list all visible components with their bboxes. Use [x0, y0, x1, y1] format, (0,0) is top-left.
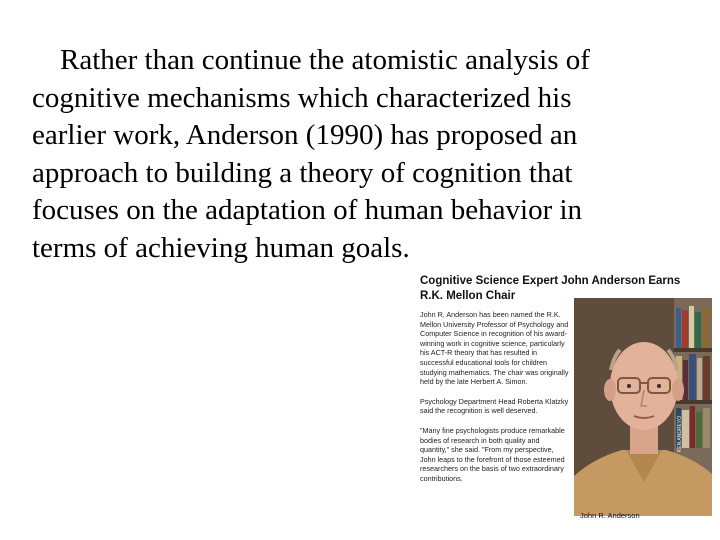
- clipping-paragraph-2: Psychology Department Head Roberta Klatzky said the recognition is well deserved.: [420, 396, 569, 416]
- paragraph-line-1: Rather than continue the atomistic analysis of: [60, 44, 590, 76]
- paragraph-line-6: terms of achieving human goals.: [32, 231, 410, 264]
- paragraph-line-4: approach to building a theory of cognition that: [32, 156, 573, 189]
- news-clipping-image: [414, 272, 714, 534]
- clipping-article-text: [420, 310, 570, 494]
- clipping-paragraph-3: "Many fine psychologists produce remarkable bodies of research in both quality and quantity," she said. "From my perspective, John leaps to the forefront of those esteemed researchers on the basis of two extraordinary contributions.: [420, 425, 565, 483]
- portrait-illustration: [574, 298, 712, 516]
- paragraph-line-2: cognitive mechanisms which characterized his: [32, 81, 572, 114]
- paragraph-line-3: earlier work, Anderson (1990) has proposed an: [32, 119, 578, 151]
- portrait-photo: [574, 298, 712, 516]
- clipping-paragraph-1: John R. Anderson has been named the R.K. Mellon University Professor of Psychology and Computer Science in recognition of his award-winning work in cognitive science, particularly his ACT-R theory that has resulted in successful educational tools for children studying mathematics. The chair was originally held by the late Herbert A. Simon.: [420, 310, 569, 387]
- photo-caption: John R. Anderson: [580, 511, 640, 520]
- paragraph-line-5: focuses on the adaptation of human behavior in: [32, 194, 583, 226]
- clipping-headline-line-1: Cognitive Science Expert John Anderson Earns: [420, 275, 681, 287]
- clipping-headline-line-2: R.K. Mellon Chair: [420, 289, 516, 302]
- body-paragraph: [32, 42, 692, 267]
- photo-credit: KEN ANDREYO: [677, 415, 683, 452]
